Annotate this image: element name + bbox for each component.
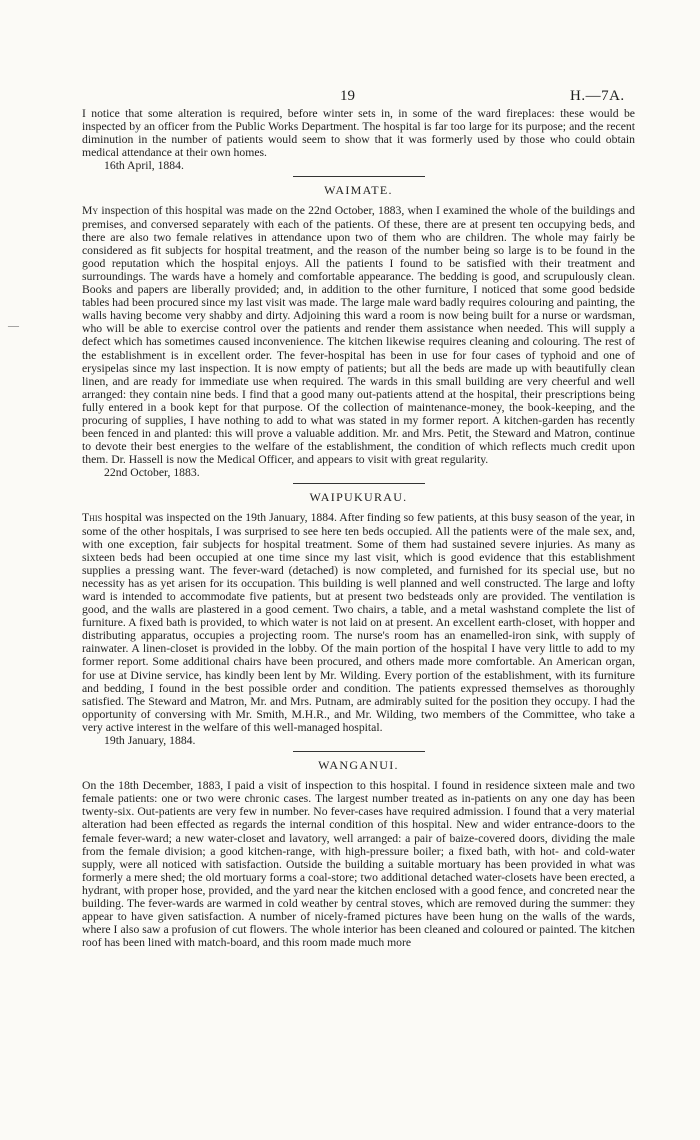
section-title-wanganui: WANGANUI.: [318, 758, 399, 773]
waimate-date: 22nd October, 1883.: [104, 466, 200, 480]
section-divider: [293, 751, 425, 752]
section-divider: [293, 176, 425, 177]
waipukurau-body: hospital was inspected on the 19th January, 1884. After finding so few patients, at this busy season of the year, in some of the other hospitals, I was surprised to see here ten beds occupied. All the patients were of the male sex, and, with one exception, fair subjects for hospital treatment. Some of them had sustained severe injuries. As many as sixteen beds had been occupied at one time since my last visit, which is good evidence that this establishment supplies a pressing want. The fever-ward (detached) is now completed, and furnished for its special use, but no necessity has as yet arisen for its occupation. This building is well planned and well constructed. The large and lofty ward is intended to accommodate five patients, but at present two bedsteads only are provided. The ventilation is good, and the walls are plastered in a good cement. Two chairs, a table, and a metal washstand complete the list of furniture. A fixed bath is provided, to which water is not laid on at present. An excellent earth-closet, with hopper and distributing apparatus, occupies a projecting room. The nurse's room has an enamelled-iron sink, with supply of rainwater. A linen-closet is provided in the lobby. Of the main portion of the hospital I have very little to add to my former report. Some additional chairs have been procured, and others made more comfortable. An American organ, for use at Divine service, has kindly been lent by Mr. Wilding. Every portion of the establishment, with its furniture and bedding, I found in the best possible order and condition. The patients expressed themselves as thoroughly satisfied. The Steward and Matron, Mr. and Mrs. Putnam, are admirably suited for the position they occupy. I had the opportunity of conversing with Mr. Smith, M.H.R., and Mr. Wilding, two members of the Committee, who take a very active interest in the welfare of this well-managed hospital.: [82, 511, 635, 734]
intro-date: 16th April, 1884.: [104, 159, 184, 173]
document-reference: H.—7A.: [570, 88, 625, 104]
waimate-body: inspection of this hospital was made on the 22nd October, 1883, when I examined the whole of the buildings and premises, and conversed separately with each of the patients. Of these, there are at present ten occupying beds, and there are also two female relatives in attendance upon two of them who are children. The whole may fairly be considered as fit subjects for hospital treatment, and the reason of the number being so large is to be found in the good reputation which the hospital enjoys. All the patients I found to be satisfied with their treatment and surroundings. The wards have a homely and comfortable appearance. The bedding is good, and scrupulously clean. Books and papers are liberally provided; and, in addition to the other furniture, I noticed that some good bedside tables had been procured since my last visit was made. The large male ward badly requires colouring and painting, the walls having become very shabby and dirty. Adjoining this ward a room is now being built for a nurse or wardsman, who will be able to exercise control over the patients and render them assistance when needed. This will supply a defect which has sometimes caused inconvenience. The kitchen likewise requires cleaning and colouring. The rest of the establishment is in excellent order. The fever-hospital has been in use for four cases of typhoid and one of erysipelas since my last inspection. It is now empty of patients; but all the beds are made up with beautifully clean linen, and are ready for immediate use when required. The wards in this small building are very cheerful and well arranged: they contain nine beds. I find that a good many out-patients attend at the hospital, their prescriptions being fully entered in a book kept for that purpose. Of the collection of maintenance-money, the book-keeping, and the procuring of supplies, I have nothing to add to what was stated in my former report. A kitchen-garden has recently been fenced in and planted: this will prove a valuable addition. Mr. and Mrs. Petit, the Steward and Matron, continue to devote their best energies to the welfare of the establishment, the condition of which reflects much credit upon them. Dr. Hassell is now the Medical Officer, and appears to visit with great regularity.: [82, 204, 635, 467]
waipukurau-date: 19th January, 1884.: [104, 734, 196, 748]
waimate-lead: My: [82, 204, 99, 218]
section-title-waimate: WAIMATE.: [324, 183, 393, 198]
waimate-paragraph: [82, 204, 635, 466]
page-number: 19: [340, 88, 355, 104]
section-title-waipukurau: WAIPUKURAU.: [309, 490, 408, 505]
margin-mark: —: [8, 320, 19, 332]
waipukurau-lead: This: [82, 511, 103, 525]
page-body: [82, 107, 635, 949]
section-divider: [293, 483, 425, 484]
waipukurau-paragraph: [82, 511, 635, 734]
wanganui-paragraph: On the 18th December, 1883, I paid a visit of inspection to this hospital. I found in residence sixteen male and two female patients: one or two were chronic cases. The largest number treated as in-patients on any one day has been twenty-six. Out-patients are very few in number. No fever-cases have required admission. I found that a very material alteration had been effected as regards the internal condition of this hospital. New and wider entrance-doors to the female fever-ward; a new water-closet and lavatory, well arranged: a pair of baize-covered doors, dividing the male from the female division; a good kitchen-range, with high-pressure boiler; a fixed bath, with hot- and cold-water supply, were all noticed with satisfaction. Outside the building a suitable mortuary has been provided in what was formerly a mere shed; the old mortuary forms a coal-store; two additional detached water-closets have been erected, a hydrant, with proper hose, provided, and the yard near the kitchen enclosed with a good fence, and concreted near the building. The fever-wards are warmed in cold weather by central stoves, which are removed during the summer: they appear to have given satisfaction. A number of nicely-framed pictures have been hung on the walls of the wards, where I also saw a profusion of cut flowers. The whole interior has been cleaned and coloured or painted. The kitchen roof has been lined with match-board, and this room made much more: [82, 779, 635, 950]
intro-paragraph: I notice that some alteration is required, before winter sets in, in some of the ward fireplaces: these would be inspected by an officer from the Public Works Department. The hospital is far too large for its purpose; and the recent diminution in the number of patients would seem to show that it was formerly used by those who could obtain medical attendance at their own homes.: [82, 107, 635, 160]
